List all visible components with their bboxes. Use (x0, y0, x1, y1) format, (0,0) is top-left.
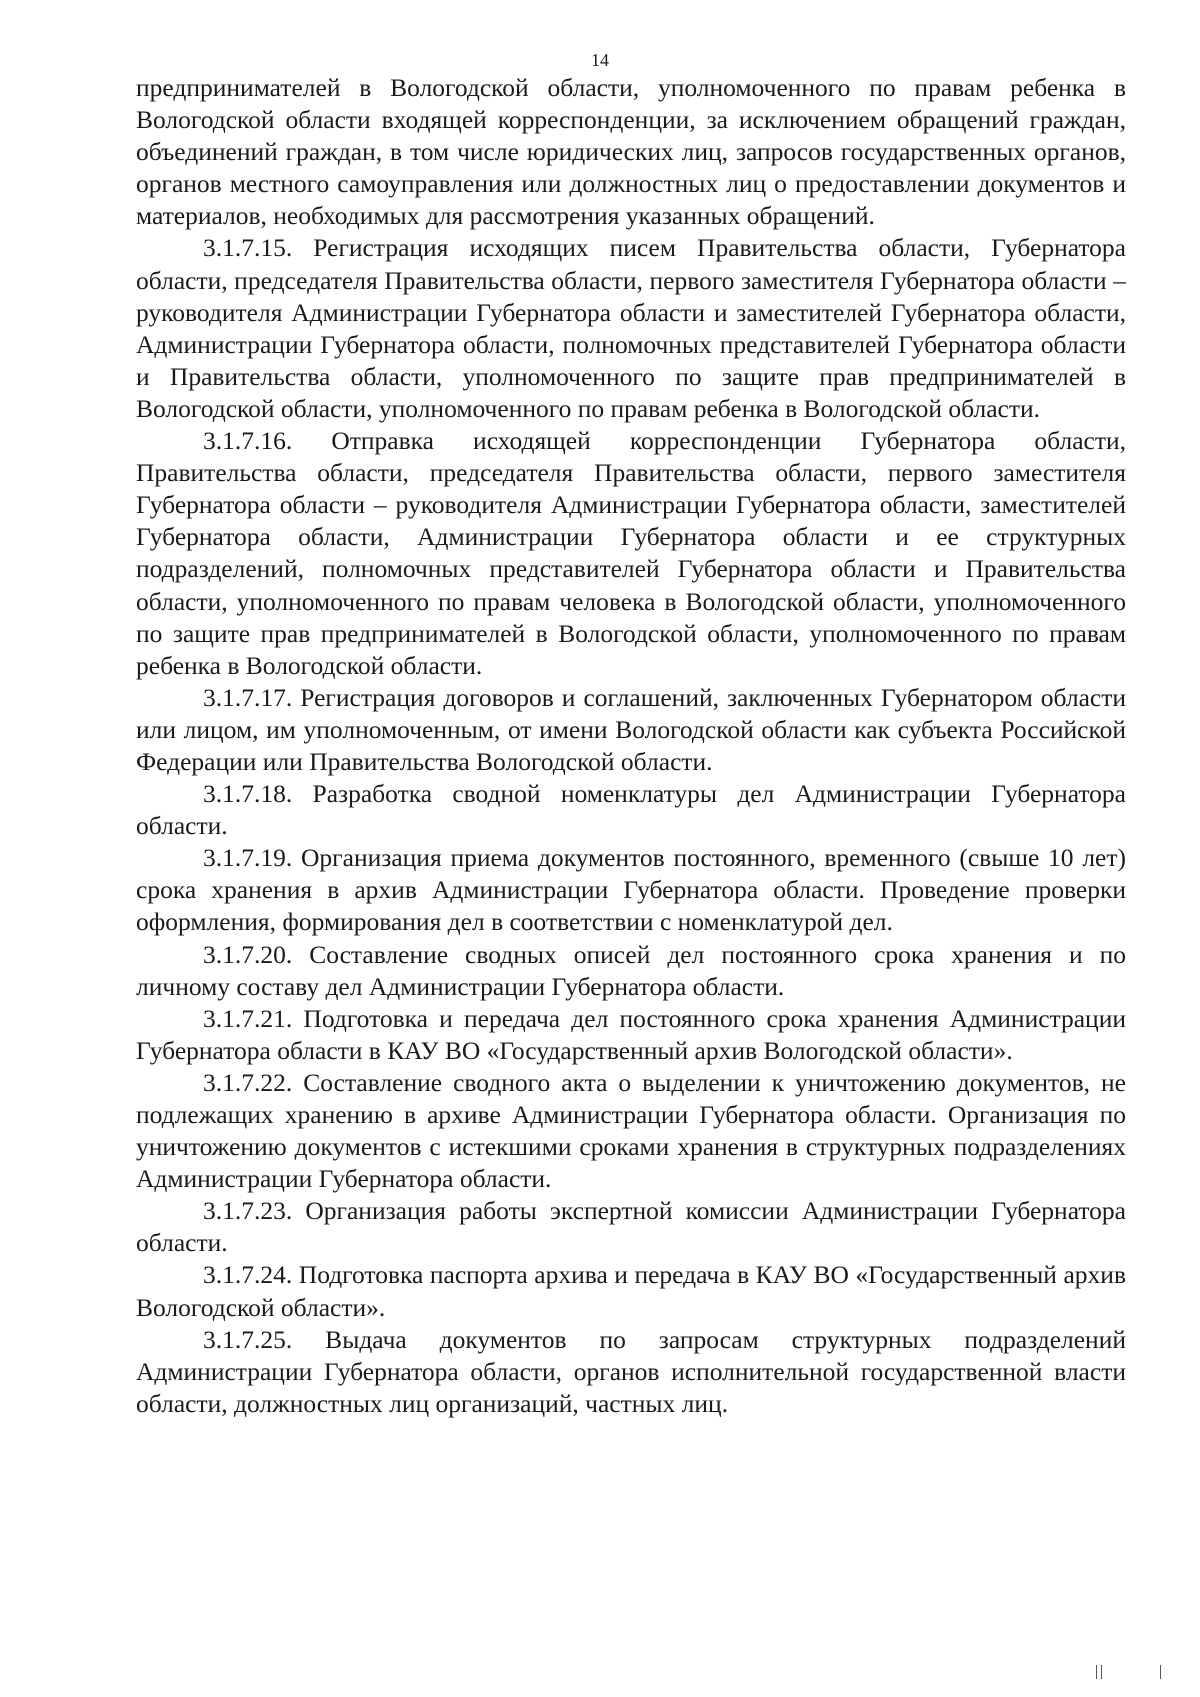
document-body (136, 72, 1126, 1420)
scan-artifact-mark (1096, 1665, 1097, 1679)
paragraph-3-1-7-24: 3.1.7.24. Подготовка паспорта архива и передача в КАУ ВО «Государственный архив Вологодской области». (136, 1260, 1126, 1322)
paragraph-3-1-7-16: 3.1.7.16. Отправка исходящей корреспонденции Губернатора области, Правительства области, председателя Правительства области, первого заместителя Губернатора области – руководителя Администрации Губернатора области, заместителей Губернатора области, Администрации Губернатора области и ее структурных подразделений, полномочных представителей Губернатора области и Правительства области, уполномоченного по правам человека в Вологодской области, уполномоченного по защите прав предпринимателей в Вологодской области, уполномоченного по правам ребенка в Вологодской области. (136, 426, 1126, 680)
paragraph-3-1-7-18: 3.1.7.18. Разработка сводной номенклатуры дел Администрации Губернатора области. (136, 779, 1126, 841)
scan-artifact-mark (1160, 1665, 1161, 1679)
paragraph-3-1-7-25: 3.1.7.25. Выдача документов по запросам структурных подразделений Администрации Губернатора области, органов исполнительной государственной власти области, должностных лиц организаций, частных лиц. (136, 1324, 1126, 1418)
paragraph-continuation: предпринимателей в Вологодской области, уполномоченного по правам ребенка в Вологодской области входящей корреспонденции, за исключением обращений граждан, объединений граждан, в том числе юридических лиц, запросов государственных органов, органов местного самоуправления или должностных лиц о предоставлении документов и материалов, необходимых для рассмотрения указанных обращений. (136, 73, 1126, 231)
paragraph-3-1-7-23: 3.1.7.23. Организация работы экспертной комиссии Администрации Губернатора области. (136, 1196, 1126, 1258)
paragraph-3-1-7-17: 3.1.7.17. Регистрация договоров и соглашений, заключенных Губернатором области или лицом, им уполномоченным, от имени Вологодской области как субъекта Российской Федерации или Правительства Вологодской области. (136, 682, 1126, 776)
paragraph-3-1-7-20: 3.1.7.20. Составление сводных описей дел постоянного срока хранения и по личному составу дел Администрации Губернатора области. (136, 939, 1126, 1001)
page-number: 14 (591, 50, 609, 70)
paragraph-3-1-7-22: 3.1.7.22. Составление сводного акта о выделении к уничтожению документов, не подлежащих хранению в архиве Администрации Губернатора области. Организация по уничтожению документов с истекшими сроками хранения в структурных подразделениях Администрации Губернатора области. (136, 1067, 1126, 1194)
paragraph-3-1-7-19: 3.1.7.19. Организация приема документов постоянного, временного (свыше 10 лет) срока хранения в архив Администрации Губернатора области. Проведение проверки оформления, формирования дел в соответствии с номенклатурой дел. (136, 843, 1126, 937)
scan-artifact-mark (1101, 1665, 1102, 1679)
paragraph-3-1-7-15: 3.1.7.15. Регистрация исходящих писем Правительства области, Губернатора области, председателя Правительства области, первого заместителя Губернатора области – руководителя Администрации Губернатора области и заместителей Губернатора области, Администрации Губернатора области, полномочных представителей Губернатора области и Правительства области, уполномоченного по защите прав предпринимателей в Вологодской области, уполномоченного по правам ребенка в Вологодской области. (136, 233, 1126, 423)
paragraph-3-1-7-21: 3.1.7.21. Подготовка и передача дел постоянного срока хранения Администрации Губернатора области в КАУ ВО «Государственный архив Вологодской области». (136, 1003, 1126, 1065)
